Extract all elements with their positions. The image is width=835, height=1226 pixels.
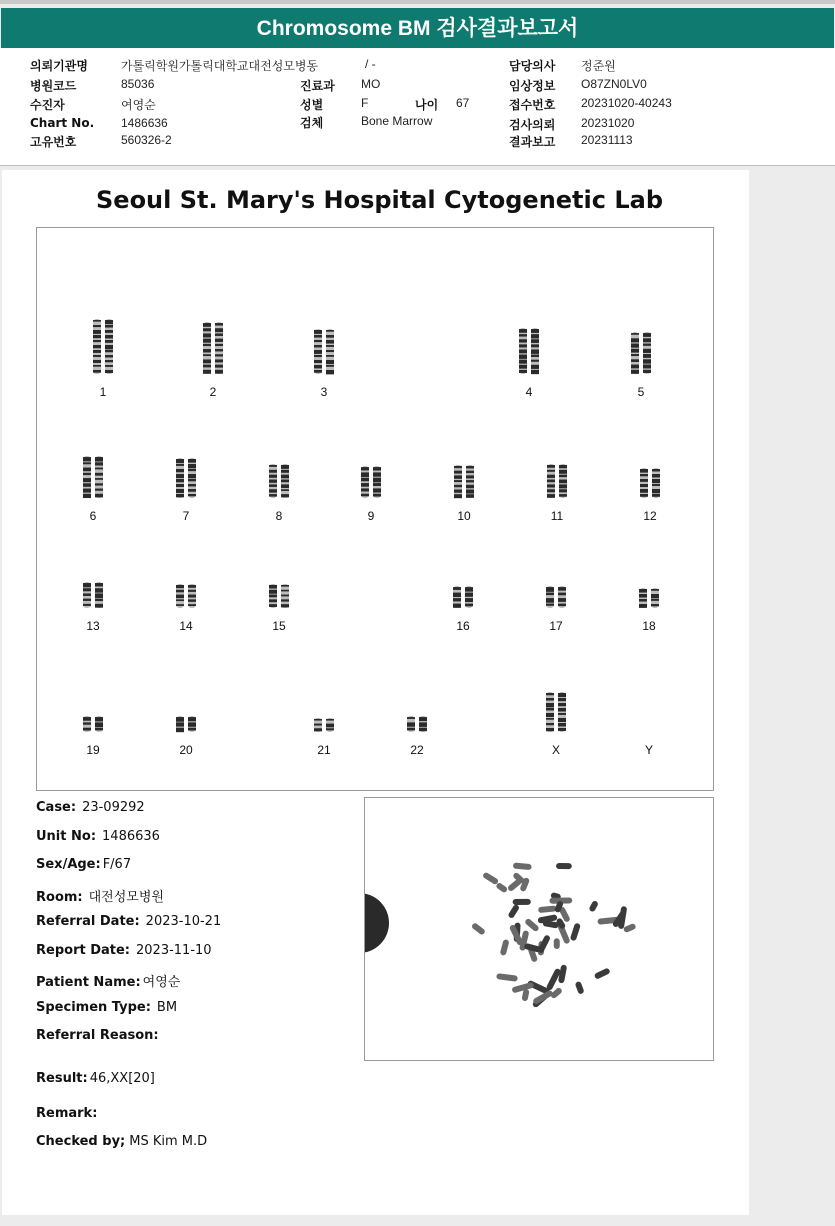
clinical-label: 임상정보: [509, 79, 556, 93]
chromosome-label: Y: [644, 743, 654, 757]
metaphase-chromosome: [482, 871, 499, 885]
metaphase-chromosome: [507, 877, 523, 892]
metaphase-chromosome: [554, 938, 560, 949]
chromosome-label: 5: [637, 385, 645, 399]
metaphase-image: [364, 797, 714, 1061]
dept-value: MO: [361, 77, 381, 91]
metaphase-chromosome: [594, 967, 611, 979]
interphase-nucleus: [365, 893, 389, 953]
top-border: [0, 0, 835, 4]
receipt-label: 접수번호: [509, 98, 556, 112]
institution-suffix: / -: [365, 57, 376, 71]
chromosome-pair: [93, 319, 113, 374]
report-date-label: Report Date:: [36, 943, 131, 958]
institution-label: 의뢰기관명: [30, 59, 88, 73]
chromosome-pair: [407, 716, 427, 732]
clinical-value: O87ZN0LV0: [581, 77, 647, 91]
metaphase-chromosome: [507, 904, 520, 919]
sex-value: F: [361, 96, 369, 110]
unit-label: Unit No:: [36, 829, 97, 844]
remark-label: Remark:: [36, 1106, 98, 1121]
metaphase-chromosome: [471, 922, 486, 936]
chromosome-label: 7: [182, 509, 190, 523]
remark-row: [36, 1106, 103, 1121]
metaphase-chromosome: [513, 899, 531, 905]
patient-name-value: 여영순: [142, 975, 181, 990]
chart-label: Chart No.: [30, 116, 95, 130]
chromosome-label: 14: [179, 619, 193, 633]
chromosome-label: 13: [86, 619, 100, 633]
chromosome-label: 16: [456, 619, 470, 633]
report-date-row: [36, 943, 212, 958]
chromosome-label: X: [551, 743, 561, 757]
referral-reason-row: [36, 1028, 165, 1043]
chromosome-label: 15: [272, 619, 286, 633]
specimen-type-label: Specimen Type:: [36, 1000, 151, 1015]
specimen-type-value: BM: [156, 1000, 178, 1015]
metaphase-chromosome: [556, 863, 572, 869]
checked-row: [36, 1134, 207, 1149]
metaphase-chromosome: [538, 905, 557, 913]
chromosome-pair: [453, 586, 473, 608]
report-page: [2, 170, 749, 1215]
unit-row: [36, 829, 160, 844]
chromosome-label: 17: [549, 619, 563, 633]
chromosome-label: 11: [550, 509, 564, 523]
report-title: Chromosome BM 검사결과보고서: [256, 17, 579, 40]
result-date-label: 결과보고: [509, 135, 556, 149]
chromosome-label: 18: [642, 619, 656, 633]
institution-value: 가톨릭학원가톨릭대학교대전성모병동: [121, 59, 319, 73]
chromosome-pair: [314, 718, 334, 732]
referral-date-value: 2023-10-21: [145, 914, 222, 929]
unique-value: 560326-2: [121, 133, 172, 147]
result-label: Result:: [36, 1071, 88, 1086]
dept-label: 진료과: [300, 79, 335, 93]
chromosome-label: 3: [320, 385, 328, 399]
case-row: [36, 800, 145, 815]
unique-label: 고유번호: [30, 135, 77, 149]
chromosome-label: 22: [410, 743, 424, 757]
chromosome-pair: [640, 468, 660, 498]
chromosome-pair: [546, 692, 566, 732]
result-date-value: 20231113: [581, 133, 633, 147]
specimen-value: Bone Marrow: [361, 114, 433, 128]
chromosome-pair: [314, 329, 334, 374]
metaphase-chromosome: [524, 918, 540, 933]
chromosome-pair: [361, 466, 381, 498]
chromosome-pair: [519, 328, 539, 374]
chromosome-pair: [176, 716, 196, 732]
chromosome-pair: [176, 584, 196, 608]
referral-date-row: [36, 914, 221, 929]
referral-reason-label: Referral Reason:: [36, 1028, 159, 1043]
metaphase-chromosome: [513, 863, 532, 871]
sexage-row: [36, 857, 131, 872]
sex-label: 성별: [300, 98, 324, 112]
patient-value: 여영순: [121, 98, 156, 112]
chromosome-label: 2: [209, 385, 217, 399]
age-label: 나이: [415, 98, 439, 112]
request-value: 20231020: [581, 116, 635, 130]
chromosome-pair: [639, 588, 659, 608]
specimen-label: 검체: [300, 116, 324, 130]
chromosome-pair: [631, 332, 651, 374]
chromosome-pair: [269, 464, 289, 498]
chromosome-pair: [546, 586, 566, 608]
room-row: [36, 886, 164, 905]
report-date-value: 2023-11-10: [136, 943, 212, 958]
chromosome-label: 6: [89, 509, 97, 523]
referral-date-label: Referral Date:: [36, 914, 140, 929]
chromosome-pair: [269, 584, 289, 608]
specimen-type-row: [36, 1000, 177, 1015]
metaphase-chromosome: [542, 920, 559, 929]
chromosome-label: 9: [367, 509, 375, 523]
hospital-code-label: 병원코드: [30, 79, 77, 93]
chromosome-pair: [83, 582, 103, 608]
chromosome-pair: [83, 716, 103, 732]
header-info-panel: [0, 48, 835, 166]
chromosome-label: 21: [317, 743, 331, 757]
room-value: 대전성모병원: [88, 890, 164, 905]
metaphase-chromosome: [623, 923, 637, 933]
request-label: 검사의뢰: [509, 118, 556, 132]
age-value: 67: [456, 96, 470, 110]
doctor-value: 정준원: [581, 59, 616, 73]
chromosome-pair: [454, 465, 474, 498]
sexage-value: F/67: [102, 857, 132, 872]
chart-value: 1486636: [121, 116, 168, 130]
case-value: 23-09292: [82, 800, 145, 815]
sexage-label: Sex/Age:: [36, 857, 101, 872]
patient-name-label: Patient Name:: [36, 975, 141, 990]
report-title-bar: [1, 8, 834, 48]
karyogram-image: [37, 228, 713, 790]
chromosome-label: 20: [179, 743, 193, 757]
room-label: Room:: [36, 890, 83, 905]
metaphase-chromosome: [511, 982, 534, 994]
chromosome-label: 8: [275, 509, 283, 523]
metaphase-chromosome: [500, 939, 510, 956]
metaphase-spread: [365, 798, 713, 1060]
chromosome-label: 1: [99, 385, 107, 399]
patient-name-row: [36, 971, 180, 990]
checked-label: Checked by;: [36, 1134, 126, 1149]
chromosome-pair: [203, 322, 223, 374]
hospital-code-value: 85036: [121, 77, 155, 91]
result-value: 46,XX[20]: [89, 1071, 155, 1086]
metaphase-chromosome: [496, 973, 518, 982]
chromosome-pair: [176, 458, 196, 498]
chromosome-pair: [547, 464, 567, 498]
chromosome-label: 12: [643, 509, 657, 523]
metaphase-chromosome: [575, 981, 585, 995]
case-label: Case:: [36, 800, 77, 815]
metaphase-chromosome: [495, 882, 508, 894]
chromosome-label: 19: [86, 743, 100, 757]
result-row: [36, 1071, 155, 1086]
receipt-value: 20231020-40243: [581, 96, 672, 110]
unit-value: 1486636: [102, 829, 160, 844]
chromosome-label: 4: [525, 385, 533, 399]
doctor-label: 담당의사: [509, 59, 556, 73]
chromosome-pair: [83, 456, 103, 498]
chromosome-label: 10: [457, 509, 471, 523]
karyogram: [36, 227, 714, 791]
lab-title: Seoul St. Mary's Hospital Cytogenetic Lab: [96, 186, 663, 214]
metaphase-chromosome: [570, 923, 581, 942]
metaphase-chromosome: [588, 900, 599, 913]
patient-label: 수진자: [30, 98, 65, 112]
checked-value: MS Kim M.D: [129, 1134, 208, 1149]
